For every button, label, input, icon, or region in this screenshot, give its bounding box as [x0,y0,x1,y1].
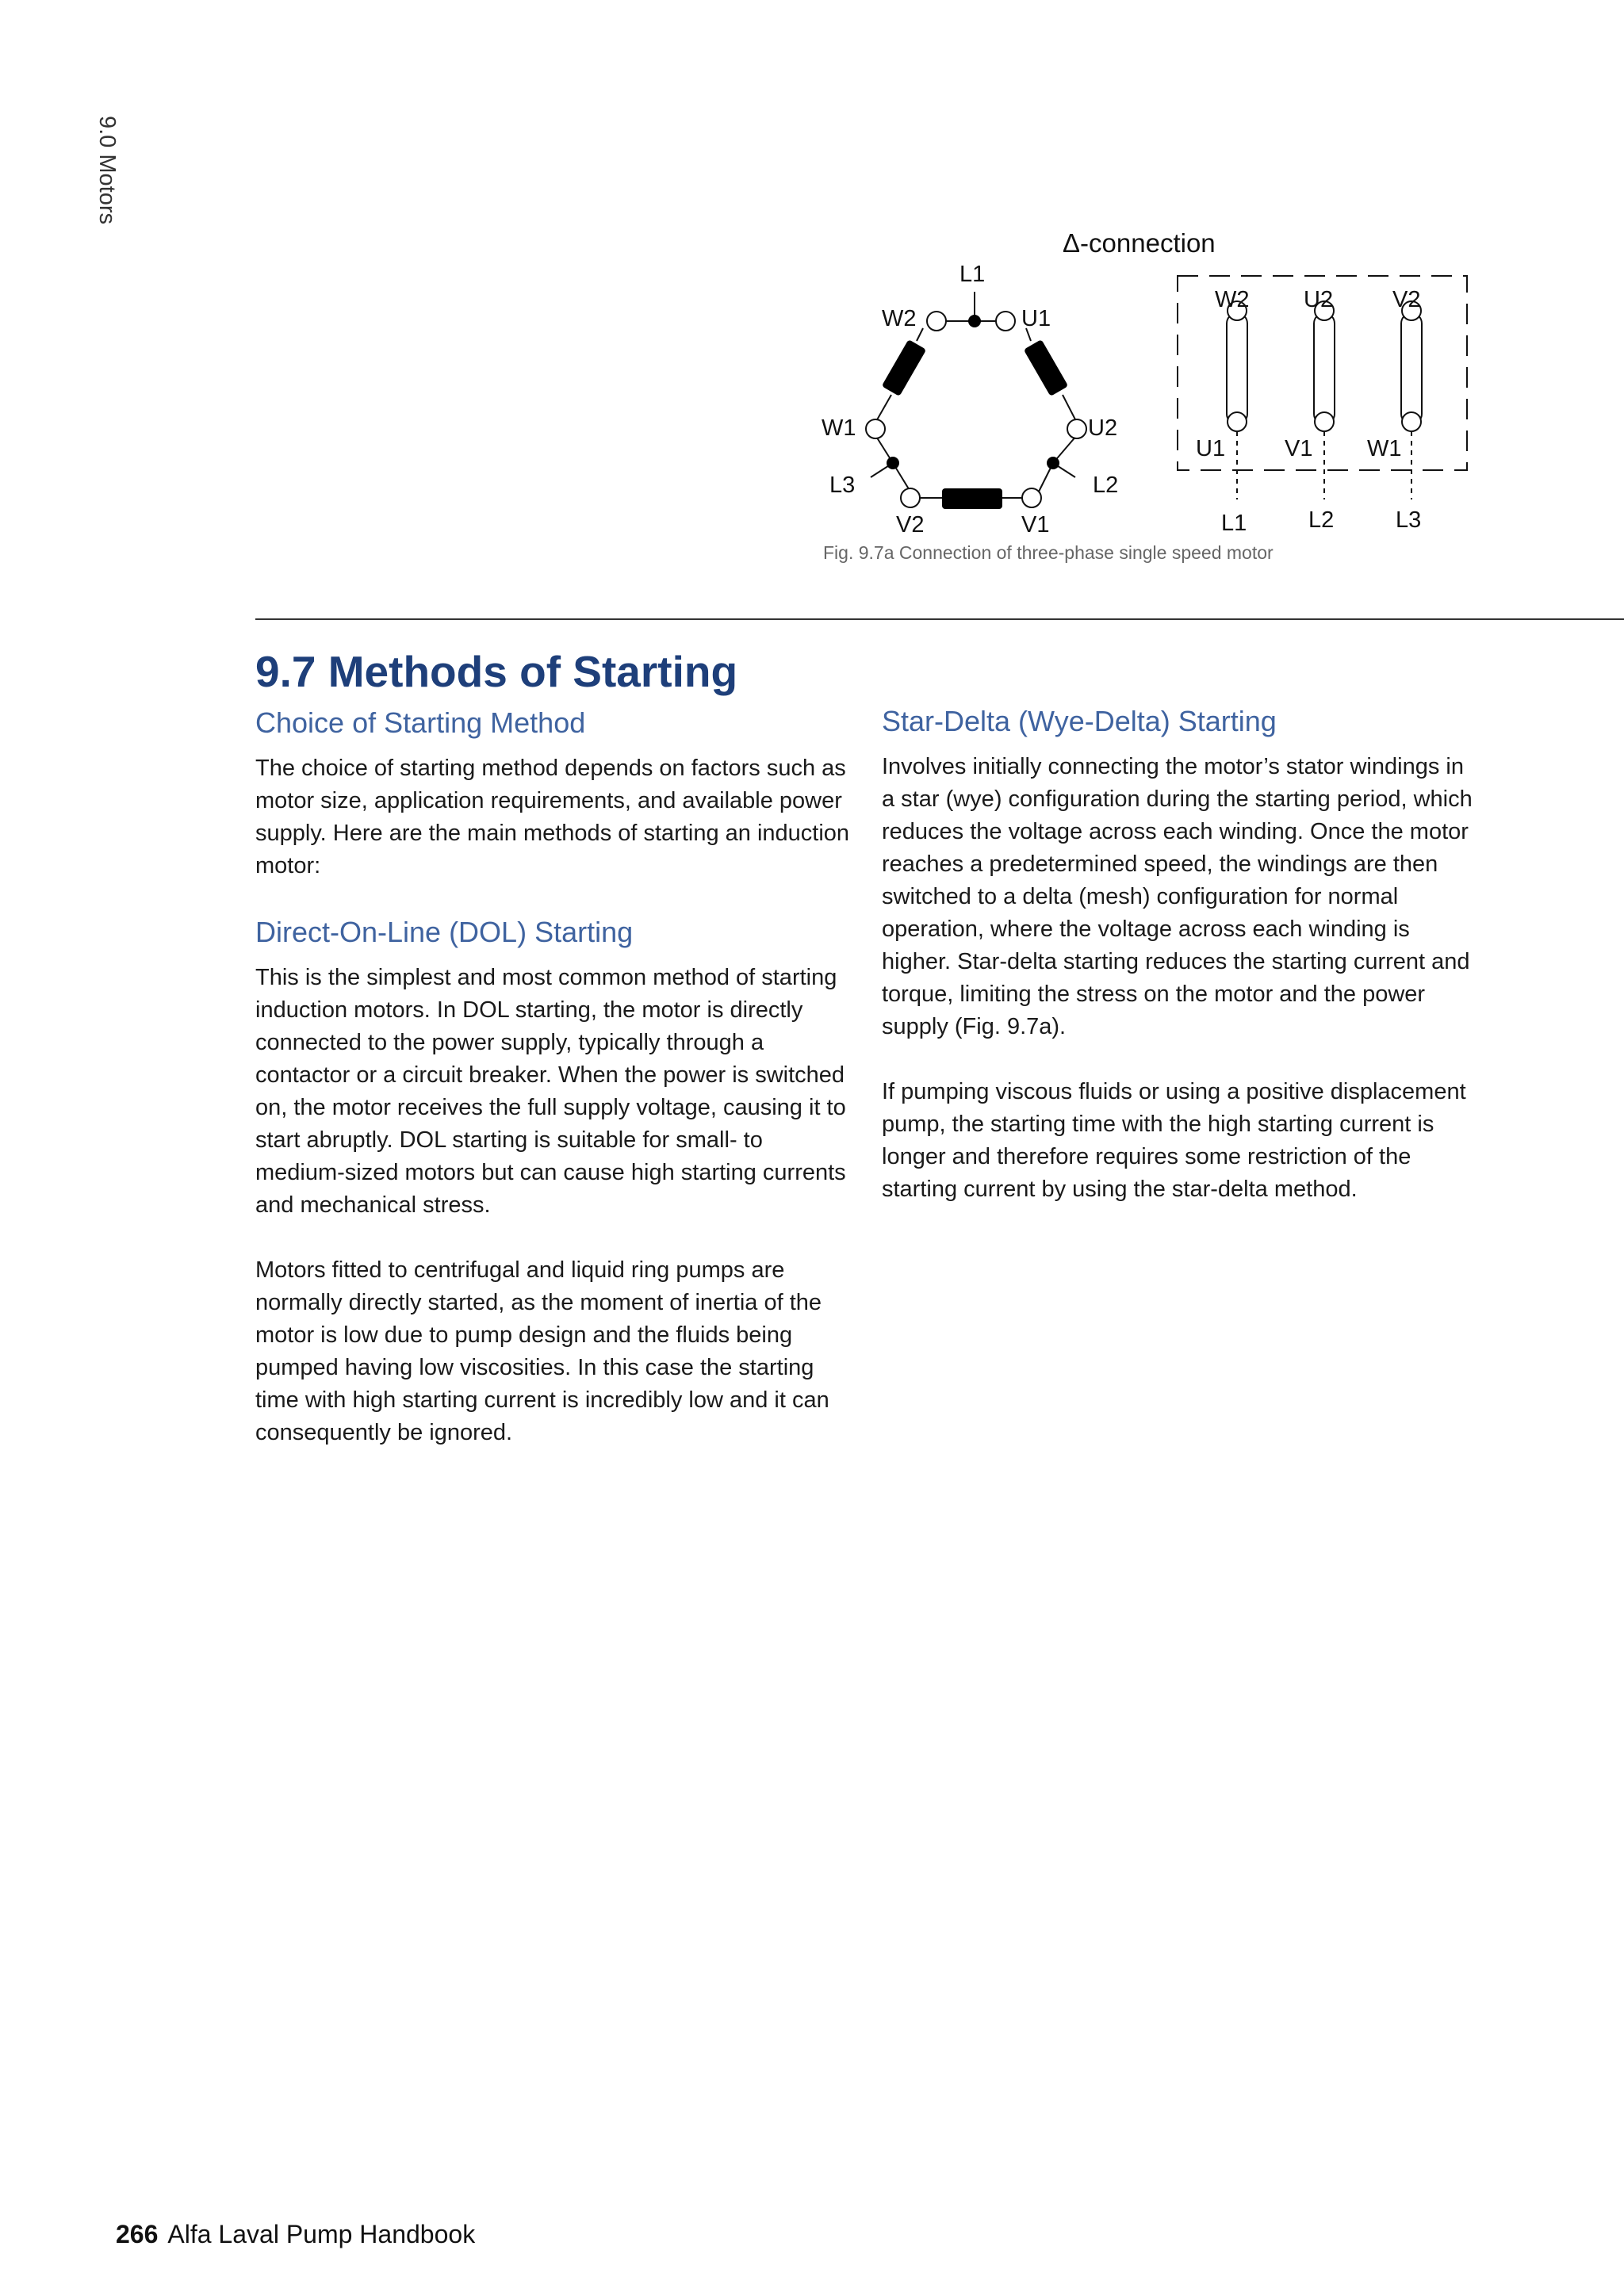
left-column [255,706,850,1482]
star-delta-paragraph-2: If pumping viscous fluids or using a positive displacement pump, the starting time with the high starting current is longer and therefore requires some restriction of the starting current by using the star-delta method. [882,1079,1466,1203]
box-label-u2: U2 [1304,287,1334,312]
star-delta-paragraph-1: Involves initially connecting the motor’s stator windings in a star (wye) configuration during the starting period, which reduces the voltage across each winding. Once the motor reaches a predetermined speed, the windings are then switched to a delta (mesh) configuration for normal operation, where the voltage across each winding is higher. Star-delta starting reduces the starting current and torque, limiting the stress on the motor and the power supply (Fig. 9.7a). [882,754,1473,1040]
choice-paragraph: The choice of starting method depends on factors such as motor size, application requirements, and available power supply. Here are the main methods of starting an induction motor: [255,756,850,879]
box-label-v2: V2 [1392,287,1421,312]
chapter-side-label: 9.0 Motors [94,116,120,224]
triangle-label-l2: L2 [1093,473,1119,498]
book-title: Alfa Laval Pump Handbook [167,2220,476,2248]
dol-paragraph-1: This is the simplest and most common method of starting induction motors. In DOL starting, the motor is directly connected to the power supply, typically through a contactor or a circuit breaker. When the power is switched on, the motor receives the full supply voltage, causing it to start abruptly. DOL starting is suitable for small- to medium-sized motors but can cause high starting currents and mechanical stress. [255,965,846,1219]
triangle-label-l3: L3 [829,473,856,498]
triangle-label-u1: U1 [1021,306,1051,331]
page-number: 266 [116,2220,159,2248]
page-footer [116,2220,475,2249]
figure-caption: Fig. 9.7a Connection of three-phase single speed motor [823,542,1274,563]
star-delta-heading: Star-Delta (Wye-Delta) Starting [882,705,1277,737]
dol-paragraph-2: Motors fitted to centrifugal and liquid ring pumps are normally directly started, as the moment of inertia of the motor is low due to pump design and the fluids being pumped having low viscosities. In this case the starting time with high starting current is incredibly low and it can consequently be ignored. [255,1257,829,1446]
box-label-w1: W1 [1367,436,1402,461]
winding-w [882,339,927,396]
winding-u [1024,339,1069,396]
box-line-l3: L3 [1396,507,1422,533]
triangle-label-w1: W1 [822,415,856,441]
choice-heading: Choice of Starting Method [255,706,586,739]
section-divider [255,618,1624,620]
winding-v [942,488,1002,509]
section-title: 9.7 Methods of Starting [255,647,738,696]
box-line-l1: L1 [1221,511,1247,536]
triangle-label-u2: U2 [1088,415,1118,441]
triangle-label-l1: L1 [959,262,986,287]
box-label-v1: V1 [1285,436,1313,461]
box-line-l2: L2 [1308,507,1335,533]
triangle-label-v1: V1 [1021,512,1050,538]
box-label-w2: W2 [1215,287,1250,312]
right-column [882,704,1477,1238]
triangle-label-v2: V2 [896,512,925,538]
triangle-label-w2: W2 [882,306,917,331]
delta-connection-figure [809,222,1491,571]
figure-title: Δ-connection [1063,228,1216,258]
box-label-u1: U1 [1196,436,1226,461]
dol-heading: Direct-On-Line (DOL) Starting [255,916,634,949]
